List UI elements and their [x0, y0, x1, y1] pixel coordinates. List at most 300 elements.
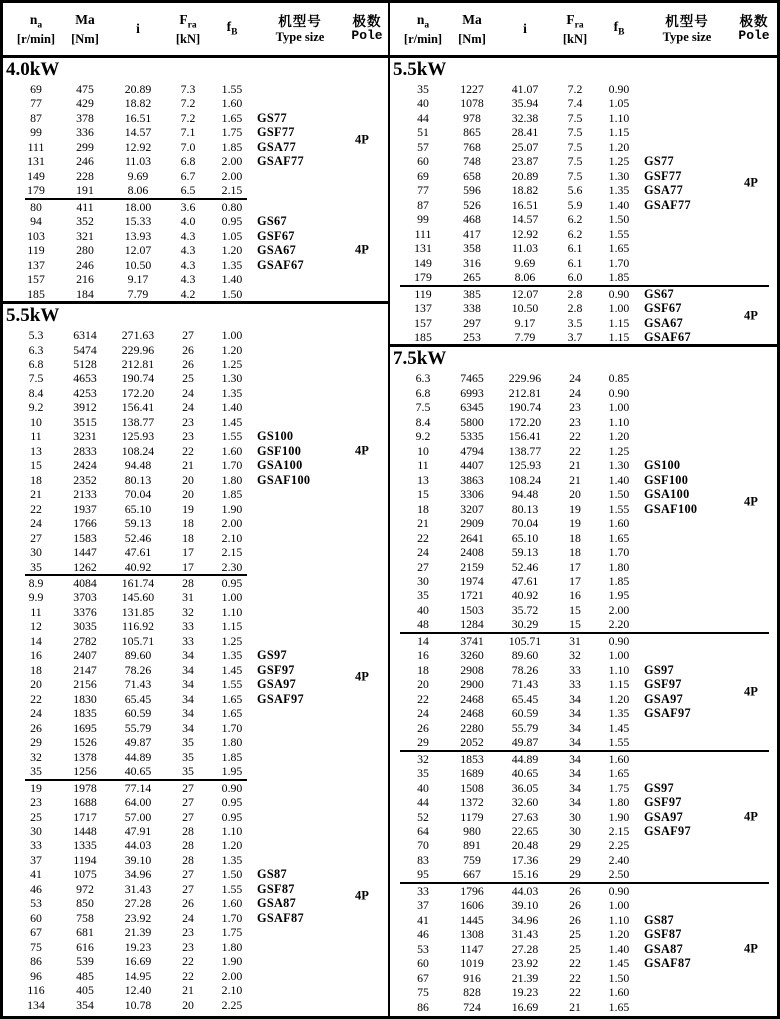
col-header-pole	[345, 14, 389, 44]
cell-i: 7.79	[127, 286, 149, 301]
cell-ma: 1262	[73, 559, 97, 574]
cell-na: 64	[417, 823, 429, 838]
cell-model: GSF77	[257, 125, 295, 140]
cell-na: 24	[30, 516, 42, 531]
cell-fb: 1.90	[608, 809, 630, 824]
data-row	[390, 956, 777, 970]
cell-model: GSA97	[644, 809, 684, 824]
cell-fb: 1.95	[608, 588, 630, 603]
data-row	[3, 781, 388, 795]
cell-na: 11	[30, 429, 42, 444]
data-row	[3, 183, 388, 197]
cell-ma: 3703	[73, 590, 97, 605]
cell-na: 22	[417, 691, 429, 706]
cell-fb: 1.35	[221, 257, 243, 272]
cell-fb: 1.90	[221, 954, 243, 969]
data-row	[390, 111, 777, 125]
cell-fb: 1.10	[608, 414, 630, 429]
cell-fra: 34	[182, 677, 194, 692]
cell-ma: 2833	[73, 443, 97, 458]
cell-i: 190.74	[121, 371, 155, 386]
cell-na: 35	[30, 764, 42, 779]
cell-fra: 28	[182, 823, 194, 838]
cell-fb: 1.50	[221, 867, 243, 882]
cell-na: 94	[30, 214, 42, 229]
cell-na: 21	[417, 516, 429, 531]
cell-na: 179	[414, 270, 432, 285]
cell-fb: 0.90	[221, 780, 243, 795]
cell-fb: 1.20	[221, 243, 243, 258]
cell-na: 69	[30, 82, 42, 96]
cell-ma: 2407	[73, 648, 97, 663]
data-row	[3, 634, 388, 648]
table-panel-right	[390, 3, 777, 1016]
data-row	[3, 590, 388, 604]
cell-model: GSAF77	[257, 154, 304, 169]
cell-fb: 1.70	[221, 910, 243, 925]
cell-fra: 34	[569, 735, 581, 750]
cell-fb: 2.00	[221, 968, 243, 983]
cell-fb: 1.40	[608, 941, 630, 956]
cell-i: 89.60	[124, 648, 152, 663]
data-row	[390, 212, 777, 226]
data-row	[3, 125, 388, 139]
power-heading: 7.5kW	[393, 348, 447, 370]
cell-fb: 2.15	[608, 823, 630, 838]
cell-na: 134	[27, 997, 45, 1012]
cell-na: 8.4	[415, 414, 431, 429]
data-row	[390, 140, 777, 154]
cell-fra: 17	[569, 574, 581, 588]
cell-ma: 336	[76, 125, 94, 140]
cell-na: 30	[30, 545, 42, 560]
data-row	[390, 971, 777, 985]
cell-i: 20.89	[511, 168, 539, 183]
cell-fra: 24	[569, 371, 581, 386]
cell-model: GS87	[257, 867, 287, 882]
cell-na: 46	[30, 881, 42, 896]
data-row	[3, 925, 388, 939]
cell-model: GSF67	[644, 301, 682, 316]
cell-ma: 1721	[460, 588, 484, 603]
data-row	[390, 198, 777, 212]
cell-ma: 2156	[73, 677, 97, 692]
col-header-fb	[209, 19, 255, 39]
cell-fra: 34	[569, 720, 581, 735]
cell-ma: 1194	[73, 852, 97, 867]
data-row	[3, 429, 388, 443]
cell-fra: 20	[569, 487, 581, 502]
cell-i: 19.23	[124, 939, 152, 954]
cell-i: 32.60	[511, 795, 539, 810]
cell-na: 8.4	[28, 385, 44, 400]
cell-ma: 3306	[460, 487, 484, 502]
cell-fra: 23	[569, 400, 581, 415]
cell-na: 51	[417, 125, 429, 140]
cell-ma: 916	[463, 970, 481, 985]
cell-i: 94.48	[511, 487, 539, 502]
data-row	[390, 735, 777, 749]
cell-model: GSF100	[257, 443, 302, 458]
cell-fb: 2.10	[221, 983, 243, 998]
data-row	[3, 154, 388, 168]
data-row	[390, 287, 777, 301]
type-size-cn: 机型号	[278, 14, 322, 30]
cell-ma: 378	[76, 110, 94, 125]
cell-ma: 7465	[460, 371, 484, 386]
power-heading: 5.5kW	[393, 59, 447, 80]
cell-fra: 23	[182, 939, 194, 954]
col-header-ma: Ma [Nm]	[458, 12, 486, 46]
cell-ma: 265	[463, 270, 481, 285]
cell-fra: 6.0	[567, 270, 583, 285]
cell-ma: 1583	[73, 530, 97, 545]
cell-fra: 16	[569, 588, 581, 603]
cell-na: 11	[30, 604, 42, 619]
cell-na: 77	[417, 183, 429, 198]
na-subscript: a	[37, 20, 43, 31]
cell-na: 86	[417, 999, 429, 1014]
cell-ma: 4653	[73, 371, 97, 386]
gear-size-block	[3, 781, 388, 1013]
cell-ma: 748	[463, 154, 481, 169]
cell-ma: 3207	[460, 501, 484, 516]
cell-na: 179	[27, 183, 45, 198]
cell-na: 111	[27, 139, 45, 154]
cell-fb: 1.00	[608, 648, 630, 663]
cell-fb: 2.15	[221, 545, 243, 560]
data-row	[3, 663, 388, 677]
cell-ma: 526	[463, 197, 481, 212]
cell-ma: 354	[76, 997, 94, 1012]
cell-fb: 1.65	[608, 241, 630, 256]
data-row	[390, 838, 777, 852]
cell-na: 27	[417, 559, 429, 574]
cell-ma: 3515	[73, 414, 97, 429]
data-row	[390, 270, 777, 284]
cell-fra: 35	[182, 764, 194, 779]
cell-fra: 35	[182, 749, 194, 764]
cell-fra: 34	[182, 691, 194, 706]
cell-fra: 7.2	[567, 82, 583, 96]
data-row	[3, 940, 388, 954]
cell-i: 27.63	[511, 809, 539, 824]
data-row	[390, 415, 777, 429]
cell-ma: 4253	[73, 385, 97, 400]
cell-fra: 34	[182, 648, 194, 663]
data-row	[390, 634, 777, 648]
cell-ma: 1284	[460, 617, 484, 632]
cell-i: 52.46	[124, 530, 152, 545]
cell-na: 37	[417, 898, 429, 913]
cell-fb: 1.70	[221, 458, 243, 473]
gear-size-block	[3, 200, 388, 301]
cell-fra: 7.5	[567, 168, 583, 183]
cell-na: 60	[417, 154, 429, 169]
cell-fb: 1.55	[221, 881, 243, 896]
cell-i: 55.79	[124, 720, 152, 735]
cell-fb: 2.10	[221, 530, 243, 545]
cell-i: 89.60	[511, 648, 539, 663]
cell-fra: 17	[182, 545, 194, 560]
fra-unit: [kN]	[175, 31, 201, 46]
cell-ma: 758	[76, 910, 94, 925]
cell-fb: 1.05	[608, 96, 630, 111]
cell-ma: 681	[76, 925, 94, 940]
cell-na: 19	[30, 780, 42, 795]
cell-na: 40	[417, 780, 429, 795]
cell-fb: 2.00	[221, 154, 243, 169]
cell-model: GS97	[257, 648, 287, 663]
cell-i: 15.16	[511, 867, 539, 882]
cell-ma: 3912	[73, 400, 97, 415]
cell-fra: 22	[182, 954, 194, 969]
cell-na: 60	[30, 910, 42, 925]
cell-fb: 1.15	[221, 619, 243, 634]
cell-i: 22.65	[511, 823, 539, 838]
cell-ma: 768	[463, 139, 481, 154]
cell-i: 229.96	[121, 342, 155, 357]
cell-ma: 352	[76, 214, 94, 229]
cell-model: GS87	[644, 912, 674, 927]
data-row	[3, 764, 388, 778]
cell-fra: 34	[569, 780, 581, 795]
cell-fb: 1.65	[608, 530, 630, 545]
cell-na: 6.3	[415, 371, 431, 386]
data-row	[3, 458, 388, 472]
cell-fra: 23	[182, 414, 194, 429]
cell-na: 10	[30, 414, 42, 429]
cell-fb: 1.80	[221, 472, 243, 487]
cell-fra: 30	[569, 809, 581, 824]
cell-fra: 4.3	[180, 272, 196, 287]
cell-na: 26	[417, 720, 429, 735]
cell-fra: 7.5	[567, 110, 583, 125]
cell-ma: 385	[463, 286, 481, 301]
data-row	[390, 795, 777, 809]
cell-ma: 1335	[73, 838, 97, 853]
cell-fb: 1.35	[221, 385, 243, 400]
cell-i: 9.69	[514, 255, 536, 270]
cell-fb: 1.40	[221, 272, 243, 287]
cell-ma: 405	[76, 983, 94, 998]
cell-fb: 1.80	[608, 559, 630, 574]
cell-ma: 358	[463, 241, 481, 256]
cell-ma: 3863	[460, 472, 484, 487]
cell-fb: 1.80	[221, 735, 243, 750]
cell-ma: 3035	[73, 619, 97, 634]
cell-model: GS77	[644, 154, 674, 169]
cell-fra: 15	[569, 602, 581, 617]
data-row	[390, 96, 777, 110]
cell-na: 86	[30, 954, 42, 969]
cell-i: 44.03	[511, 883, 539, 898]
cell-na: 103	[27, 228, 45, 243]
cell-i: 125.93	[121, 429, 155, 444]
cell-fb: 1.80	[221, 939, 243, 954]
cell-fra: 29	[569, 867, 581, 882]
cell-na: 149	[414, 255, 432, 270]
cell-model: GSA100	[257, 458, 303, 473]
cell-i: 52.46	[511, 559, 539, 574]
cell-i: 172.20	[508, 414, 542, 429]
cell-fb: 1.60	[608, 985, 630, 1000]
cell-ma: 972	[76, 881, 94, 896]
cell-i: 17.36	[511, 852, 539, 867]
cell-na: 24	[417, 545, 429, 560]
cell-model: GSF97	[644, 677, 682, 692]
cell-fra: 21	[569, 458, 581, 473]
gear-size-block	[390, 287, 777, 345]
cell-fb: 1.20	[608, 139, 630, 154]
data-row	[3, 545, 388, 559]
cell-i: 8.06	[127, 183, 149, 198]
cell-i: 116.92	[121, 619, 154, 634]
cell-ma: 4407	[460, 458, 484, 473]
cell-i: 138.77	[508, 443, 542, 458]
table-panel-left	[3, 3, 390, 1016]
cell-model: GSF97	[257, 662, 295, 677]
cell-fb: 1.70	[608, 255, 630, 270]
cell-fb: 1.10	[221, 823, 243, 838]
data-row	[3, 692, 388, 706]
cell-na: 119	[414, 286, 432, 301]
cell-ma: 1853	[460, 751, 484, 766]
cell-ma: 1695	[73, 720, 97, 735]
cell-i: 34.96	[511, 912, 539, 927]
cell-i: 94.48	[124, 458, 152, 473]
cell-fra: 34	[182, 706, 194, 721]
cell-i: 44.89	[511, 751, 539, 766]
cell-fra: 17	[569, 559, 581, 574]
pole-label: 4P	[744, 494, 758, 509]
col-header-fb: $f_B$	[613, 19, 625, 38]
gear-size-block	[3, 576, 388, 779]
data-row	[390, 588, 777, 602]
cell-fra: 21	[182, 458, 194, 473]
col-header-type-size: 机型号 Type size	[662, 14, 712, 44]
cell-fb: 1.50	[608, 487, 630, 502]
data-row	[390, 867, 777, 881]
cell-fb: 2.25	[221, 997, 243, 1012]
cell-ma: 724	[463, 999, 481, 1014]
na-unit: [r/min]	[16, 31, 56, 46]
cell-model: GSAF77	[644, 197, 691, 212]
cell-i: 71.43	[124, 677, 152, 692]
cell-model: GSF97	[644, 795, 682, 810]
data-row	[390, 781, 777, 795]
cell-fb: 1.00	[221, 590, 243, 605]
cell-fb: 1.35	[608, 183, 630, 198]
cell-i: 59.13	[511, 545, 539, 560]
cell-fb: 1.35	[608, 706, 630, 721]
cell-fra: 7.5	[567, 139, 583, 154]
cell-fra: 32	[569, 648, 581, 663]
cell-i: 41.07	[511, 82, 539, 96]
cell-fb: 1.25	[221, 633, 243, 648]
cell-i: 64.00	[124, 795, 152, 810]
cell-fb: 1.15	[608, 315, 630, 330]
data-row	[3, 400, 388, 414]
cell-i: 16.51	[124, 110, 152, 125]
data-row	[390, 560, 777, 574]
cell-model: GSAF97	[644, 706, 691, 721]
cell-fra: 5.9	[567, 197, 583, 212]
cell-fra: 3.6	[180, 199, 196, 214]
data-row	[3, 96, 388, 110]
cell-na: 8.9	[28, 576, 44, 590]
col-header-i: i	[523, 21, 527, 37]
gear-size-block	[3, 328, 388, 574]
cell-na: 27	[30, 530, 42, 545]
cell-ma: 6314	[73, 328, 97, 343]
cell-fra: 34	[569, 795, 581, 810]
cell-na: 32	[417, 751, 429, 766]
cell-fra: 22	[182, 968, 194, 983]
cell-fb: 1.70	[608, 545, 630, 560]
cell-na: 13	[30, 443, 42, 458]
cell-fb: 1.25	[221, 356, 243, 371]
cell-ma: 2468	[460, 706, 484, 721]
cell-na: 83	[417, 852, 429, 867]
cell-fra: 28	[182, 852, 194, 867]
cell-ma: 1308	[460, 927, 484, 942]
cell-fb: 1.95	[221, 764, 243, 779]
cell-na: 185	[414, 329, 432, 344]
data-row	[3, 882, 388, 896]
cell-i: 13.93	[124, 228, 152, 243]
cell-ma: 1835	[73, 706, 97, 721]
cell-fra: 26	[569, 898, 581, 913]
power-section	[3, 301, 388, 1012]
fb-subscript: B	[231, 27, 238, 38]
cell-na: 60	[417, 956, 429, 971]
data-row	[390, 444, 777, 458]
cell-i: 70.04	[124, 487, 152, 502]
cell-ma: 468	[463, 212, 481, 227]
cell-na: 13	[417, 472, 429, 487]
pole-label: 4P	[744, 684, 758, 699]
cell-fra: 29	[569, 852, 581, 867]
cell-ma: 1179	[460, 809, 484, 824]
cell-ma: 299	[76, 139, 94, 154]
cell-fra: 34	[569, 751, 581, 766]
cell-i: 12.92	[124, 139, 152, 154]
cell-fb: 1.00	[221, 328, 243, 343]
cell-fra: 34	[569, 706, 581, 721]
cell-na: 35	[417, 588, 429, 603]
cell-ma: 1717	[73, 809, 97, 824]
cell-fb: 1.20	[608, 927, 630, 942]
cell-ma: 246	[76, 154, 94, 169]
cell-ma: 1227	[460, 82, 484, 96]
data-row	[3, 576, 388, 590]
cell-na: 87	[30, 110, 42, 125]
cell-fb: 1.45	[221, 662, 243, 677]
cell-na: 53	[30, 896, 42, 911]
pole-cn: 极数	[352, 13, 382, 29]
cell-fra: 27	[182, 780, 194, 795]
cell-ma: 1974	[460, 574, 484, 588]
i-symbol: i	[136, 21, 140, 37]
cell-na: 7.5	[415, 400, 431, 415]
cell-na: 22	[30, 501, 42, 516]
data-row	[390, 371, 777, 385]
cell-fb: 1.55	[608, 501, 630, 516]
cell-model: GSAF97	[257, 691, 304, 706]
col-header-ma	[61, 12, 109, 46]
cell-i: 40.65	[511, 766, 539, 781]
